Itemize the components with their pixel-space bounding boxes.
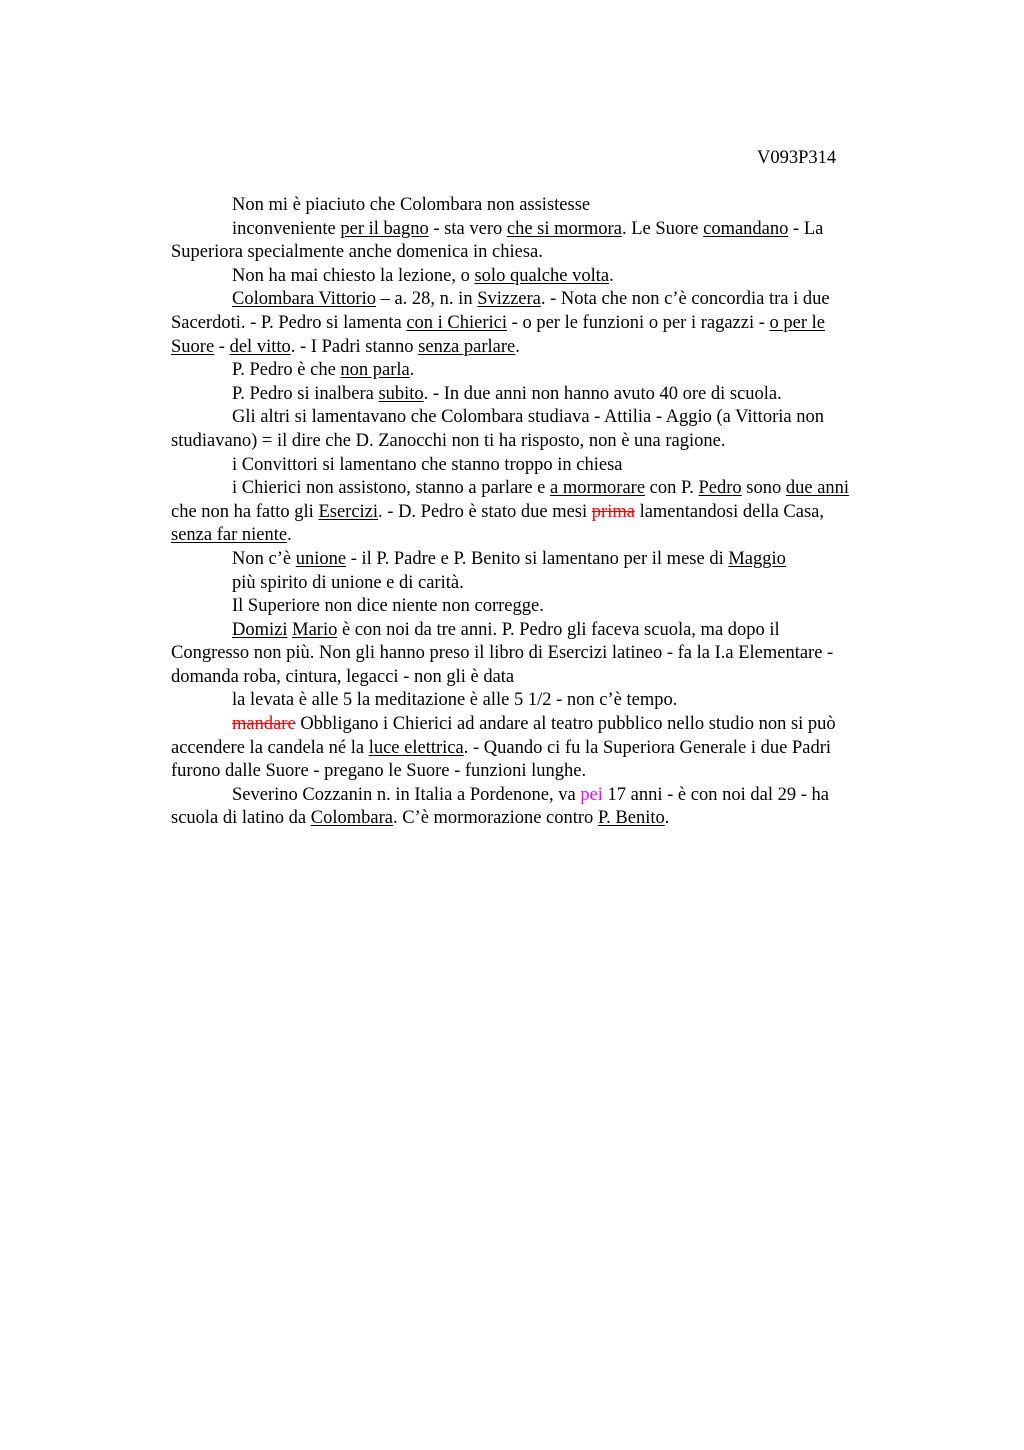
paragraph — [171, 359, 916, 383]
text-run: furono dalle Suore - pregano le Suore - funzioni lunghe. — [171, 761, 587, 782]
underlined-text: due anni — [785, 478, 850, 499]
text-run: Il Superiore non dice niente non corregge. — [232, 596, 544, 617]
underlined-text: Maggio — [728, 548, 786, 569]
underlined-text: Svizzera — [477, 289, 541, 310]
underlined-text: luce elettrica — [368, 737, 464, 758]
text-run: accendere la candela né la — [171, 737, 369, 758]
text-run: P. Pedro è che — [232, 360, 341, 381]
text-line — [171, 642, 916, 666]
text-run: Superiora specialmente anche domenica in chiesa. — [171, 242, 543, 263]
text-line — [171, 241, 916, 265]
underlined-text: che si mormora — [506, 218, 622, 239]
underlined-text: solo qualche volta — [474, 265, 610, 286]
underlined-text: Colombara Vittorio — [232, 289, 376, 310]
text-run: Obbligano i Chierici ad andare al teatro pubblico nello studio non si può — [295, 714, 836, 735]
text-line — [171, 312, 916, 336]
underlined-text: Pedro — [698, 478, 742, 499]
text-run: . — [409, 360, 415, 381]
text-run: 17 anni - è con noi dal 29 - ha — [602, 784, 829, 805]
text-run: Non mi è piaciuto che Colombara non assistesse — [232, 195, 591, 215]
text-line — [171, 548, 916, 572]
text-run: Gli altri si lamentavano che Colombara studiava - Attilia - Aggio (a Vittoria non — [232, 407, 824, 428]
text-line — [171, 336, 916, 360]
text-line — [171, 784, 916, 808]
text-line — [171, 572, 916, 596]
paragraph — [171, 619, 916, 690]
paragraph — [171, 713, 916, 784]
paragraph — [171, 689, 916, 713]
paragraph — [171, 406, 916, 453]
text-run: inconveniente — [232, 218, 341, 239]
underlined-text: unione — [295, 548, 347, 569]
deleted-text: prima — [591, 501, 635, 522]
paragraph — [171, 454, 916, 478]
underlined-text: Mario — [292, 619, 338, 640]
underlined-text: senza far niente — [171, 525, 288, 546]
underlined-text: per il bagno — [340, 218, 429, 239]
text-run: Non ha mai chiesto la lezione, o — [232, 265, 475, 286]
text-run: . — [664, 808, 670, 829]
text-line — [171, 666, 916, 690]
deleted-text: mandare — [232, 714, 296, 735]
text-line — [171, 689, 916, 713]
paragraph — [171, 784, 916, 831]
underlined-text: con i Chierici — [406, 312, 508, 333]
underlined-text: senza parlare — [418, 336, 516, 357]
text-run: Congresso non più. Non gli hanno preso il libro di Esercizi latineo - fa la I.a Elementare - — [171, 643, 834, 664]
text-line — [171, 288, 916, 312]
underlined-text: Domizi — [232, 619, 288, 640]
text-line — [171, 430, 916, 454]
document-body — [171, 194, 916, 831]
text-line — [171, 359, 916, 383]
text-run: . - Quando ci fu la Superiora Generale i due Padri — [463, 737, 832, 758]
text-run: . - Nota che non c’è concordia tra i due — [540, 289, 830, 310]
paragraph — [171, 595, 916, 619]
underlined-text: a mormorare — [550, 478, 646, 499]
paragraph — [171, 383, 916, 407]
text-line — [171, 406, 916, 430]
text-run: . Le Suore — [621, 218, 704, 239]
underlined-text: del vitto — [229, 336, 291, 357]
text-run: . — [515, 336, 520, 357]
text-run: . - I Padri stanno — [290, 336, 419, 357]
underlined-text: non parla — [340, 360, 410, 381]
text-run: - o per le funzioni o per i ragazzi - — [507, 312, 770, 333]
underlined-text: Suore — [171, 336, 215, 357]
text-run: i Chierici non assistono, stanno a parlare e — [232, 478, 551, 499]
text-run: . — [287, 525, 292, 546]
text-line — [171, 619, 916, 643]
text-run: - — [214, 336, 230, 357]
text-line — [171, 265, 916, 289]
paragraph — [171, 572, 916, 596]
text-run: Non c’è — [232, 548, 296, 569]
page-identifier: V093P314 — [757, 148, 837, 168]
text-run: . - D. Pedro è stato due mesi — [378, 501, 592, 522]
paragraph — [171, 265, 916, 289]
paragraph — [171, 477, 916, 548]
text-line — [171, 477, 916, 501]
text-line — [171, 760, 916, 784]
text-run: la levata è alle 5 la meditazione è alle 5 1/2 - non c’è tempo. — [232, 690, 678, 711]
text-line — [171, 501, 916, 525]
paragraph — [171, 288, 916, 359]
underlined-text: comandano — [703, 218, 789, 239]
text-run: . C’è mormorazione contro — [392, 808, 598, 829]
underlined-text: P. Benito — [597, 808, 665, 829]
paragraph — [171, 194, 916, 218]
text-line — [171, 383, 916, 407]
text-run: - il P. Padre e P. Benito si lamentano per il mese di — [346, 548, 729, 569]
underlined-text: Colombara — [310, 808, 393, 829]
paragraph — [171, 218, 916, 265]
text-run: . - In due anni non hanno avuto 40 ore di scuola. — [423, 383, 782, 404]
text-line — [171, 713, 916, 737]
text-line — [171, 737, 916, 761]
text-run: Sacerdoti. - P. Pedro si lamenta — [171, 312, 407, 333]
text-line — [171, 595, 916, 619]
text-run: - La — [788, 218, 824, 239]
text-run: domanda roba, cintura, legacci - non gli è data — [171, 666, 515, 687]
text-line — [171, 807, 916, 831]
inserted-text: pei — [580, 784, 603, 805]
text-run: Severino Cozzanin n. in Italia a Pordenone, va — [232, 784, 581, 805]
text-run: studiavano) = il dire che D. Zanocchi non ti ha risposto, non è una ragione. — [171, 430, 726, 451]
text-run: - sta vero — [428, 218, 507, 239]
text-run: . — [609, 265, 614, 286]
text-run: – a. 28, n. in — [375, 289, 478, 310]
text-run: è con noi da tre anni. P. Pedro gli faceva scuola, ma dopo il — [337, 619, 780, 640]
text-run: che non ha fatto gli — [171, 501, 319, 522]
text-run: più spirito di unione e di carità. — [232, 572, 464, 593]
underlined-text: o per le — [769, 312, 825, 333]
text-run: con P. — [645, 478, 699, 499]
underlined-text: Esercizi — [318, 501, 379, 522]
text-run: lamentandosi della Casa, — [634, 501, 824, 522]
text-run: P. Pedro si inalbera — [232, 383, 379, 404]
text-line — [171, 194, 916, 218]
text-line — [171, 218, 916, 242]
paragraph — [171, 548, 916, 572]
text-line — [171, 524, 916, 548]
text-run: i Convittori si lamentano che stanno troppo in chiesa — [232, 454, 623, 475]
text-run: scuola di latino da — [171, 808, 311, 829]
text-run: sono — [741, 478, 786, 499]
text-line — [171, 454, 916, 478]
underlined-text: subito — [378, 383, 424, 404]
